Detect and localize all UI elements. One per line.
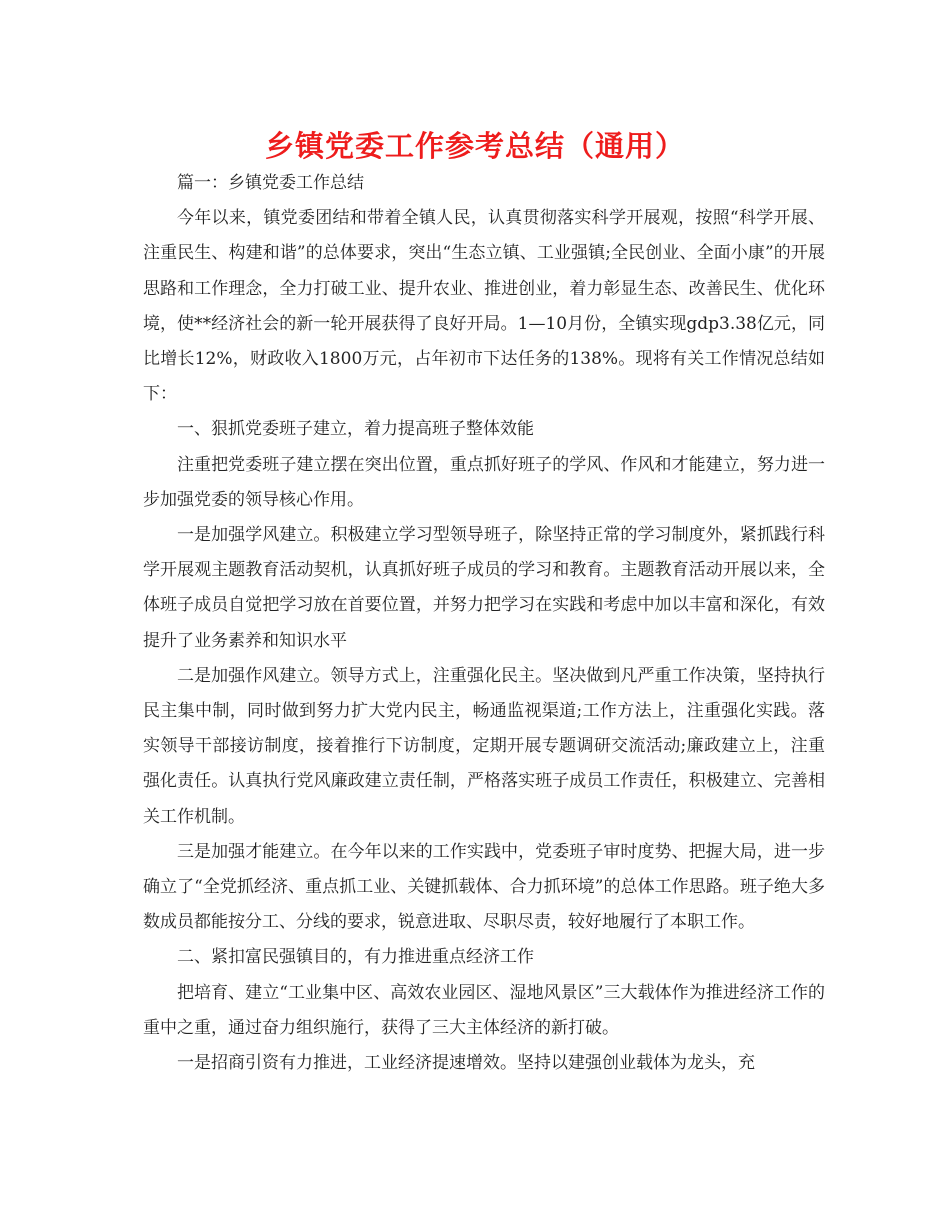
paragraph-text: 把培育、建立“工业集中区、高效农业园区、湿地风景区”三大载体作为推进经济工作的重中之重，通过奋力组织施行，获得了三大主体经济的新打破。 (143, 982, 825, 1038)
document-body (143, 166, 825, 1081)
paragraph-heading-1: 一、狠抓党委班子建立，着力提高班子整体效能 (177, 419, 534, 440)
paragraph-text: 三是加强才能建立。在今年以来的工作实践中，党委班子审时度势、把握大局，进一步确立了“全党抓经济、重点抓工业、关键抓载体、合力抓环境”的总体工作思路。班子绝大多数成员都能按分工、分线的要求，锐意进取、尽职尽责，较好地履行了本职工作。 (143, 841, 825, 933)
document-title: 乡镇党委工作参考总结（通用） (264, 129, 685, 163)
paragraph-text: 一是招商引资有力推进，工业经济提速增效。坚持以建强创业载体为龙头，充 (177, 1053, 755, 1074)
paragraph-intro: 今年以来，镇党委团结和带着全镇人民，认真贯彻落实科学开展观，按照“科学开展、注重民生、构建和谐”的总体要求，突出“生态立镇、工业强镇;全民创业、全面小康”的开展思路和工作理念，全力打破工业、提升农业、推进创业，着力彰显生态、改善民生、优化环境，使**经济社会的新一轮开展获得了良好开局。1—10月份，全镇实现gdp3.38亿元，同比增长12%，财政收入1800万元，占年初市下达任务的138%。现将有关工作情况总结如下： (143, 208, 825, 405)
paragraph-text: 二是加强作风建立。领导方式上，注重强化民主。坚决做到凡严重工作决策，坚持执行民主集中制，同时做到努力扩大党内民主，畅通监视渠道;工作方法上，注重强化实践。落实领导干部接访制度，接着推行下访制度，定期开展专题调研交流活动;廉政建立上，注重强化责任。认真执行党风廉政建立责任制，严格落实班子成员工作责任，积极建立、完善相关工作机制。 (143, 665, 825, 827)
paragraph-section-heading: 篇一：乡镇党委工作总结 (177, 173, 364, 193)
paragraph-text: 注重把党委班子建立摆在突出位置，重点抓好班子的学风、作风和才能建立，努力进一步加强党委的领导核心作用。 (143, 454, 825, 510)
paragraph-heading-2: 二、紧扣富民强镇目的，有力推进重点经济工作 (177, 947, 534, 968)
paragraph-text: 一是加强学风建立。积极建立学习型领导班子，除坚持正常的学习制度外，紧抓践行科学开展观主题教育活动契机，认真抓好班子成员的学习和教育。主题教育活动开展以来，全体班子成员自觉把学习放在首要位置，并努力把学习在实践和考虑中加以丰富和深化，有效提升了业务素养和知识水平 (143, 525, 825, 651)
